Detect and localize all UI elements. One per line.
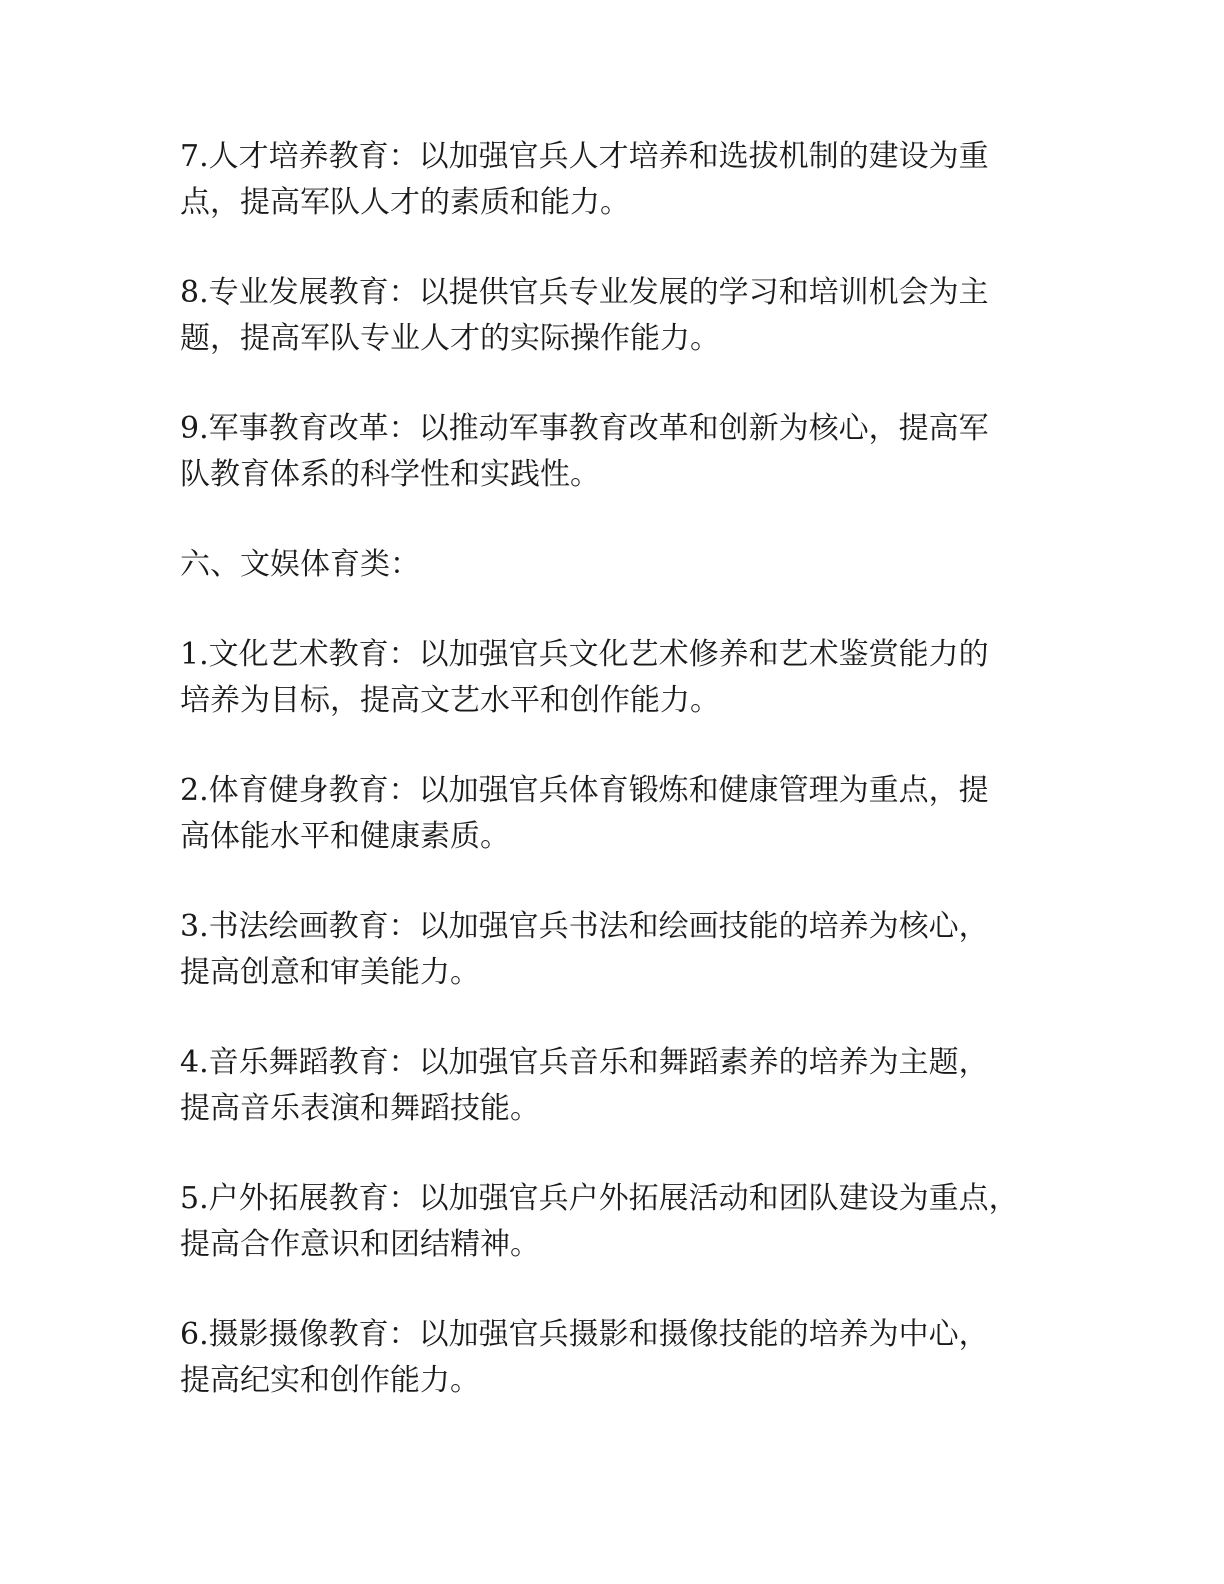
list-item — [180, 1312, 1050, 1404]
list-item — [180, 134, 1050, 226]
list-item-line: 点，提高军队人才的素质和能力。 — [180, 185, 630, 220]
list-item-line: 提高合作意识和团结精神。 — [180, 1227, 540, 1262]
list-item — [180, 406, 1050, 498]
list-item-line: 高体能水平和健康素质。 — [180, 819, 510, 854]
list-item-line: 2.体育健身教育：以加强官兵体育锻炼和健康管理为重点，提 — [180, 773, 989, 808]
list-item-line: 提高纪实和创作能力。 — [180, 1363, 480, 1398]
list-item-line: 提高音乐表演和舞蹈技能。 — [180, 1091, 540, 1126]
list-item-line: 队教育体系的科学性和实践性。 — [180, 457, 600, 492]
list-item — [180, 1176, 1050, 1268]
list-item-line: 5.户外拓展教育：以加强官兵户外拓展活动和团队建设为重点， — [180, 1181, 1019, 1216]
list-item-line: 9.军事教育改革：以推动军事教育改革和创新为核心，提高军 — [180, 411, 989, 446]
list-item-line: 题，提高军队专业人才的实际操作能力。 — [180, 321, 720, 356]
list-item — [180, 1040, 1050, 1132]
section-heading: 六、文娱体育类： — [180, 547, 420, 582]
list-item — [180, 270, 1050, 362]
list-item-line: 培养为目标，提高文艺水平和创作能力。 — [180, 683, 720, 718]
list-item — [180, 904, 1050, 996]
list-item-line: 4.音乐舞蹈教育：以加强官兵音乐和舞蹈素养的培养为主题， — [180, 1045, 989, 1080]
list-item — [180, 768, 1050, 860]
list-item-line: 提高创意和审美能力。 — [180, 955, 480, 990]
document-body — [180, 134, 1050, 1448]
list-item-line: 6.摄影摄像教育：以加强官兵摄影和摄像技能的培养为中心， — [180, 1317, 989, 1352]
list-item-line: 7.人才培养教育：以加强官兵人才培养和选拔机制的建设为重 — [180, 139, 989, 174]
list-item-line: 3.书法绘画教育：以加强官兵书法和绘画技能的培养为核心， — [180, 909, 989, 944]
list-item — [180, 632, 1050, 724]
list-item-line: 8.专业发展教育：以提供官兵专业发展的学习和培训机会为主 — [180, 275, 989, 310]
list-item-line: 1.文化艺术教育：以加强官兵文化艺术修养和艺术鉴赏能力的 — [180, 637, 989, 672]
